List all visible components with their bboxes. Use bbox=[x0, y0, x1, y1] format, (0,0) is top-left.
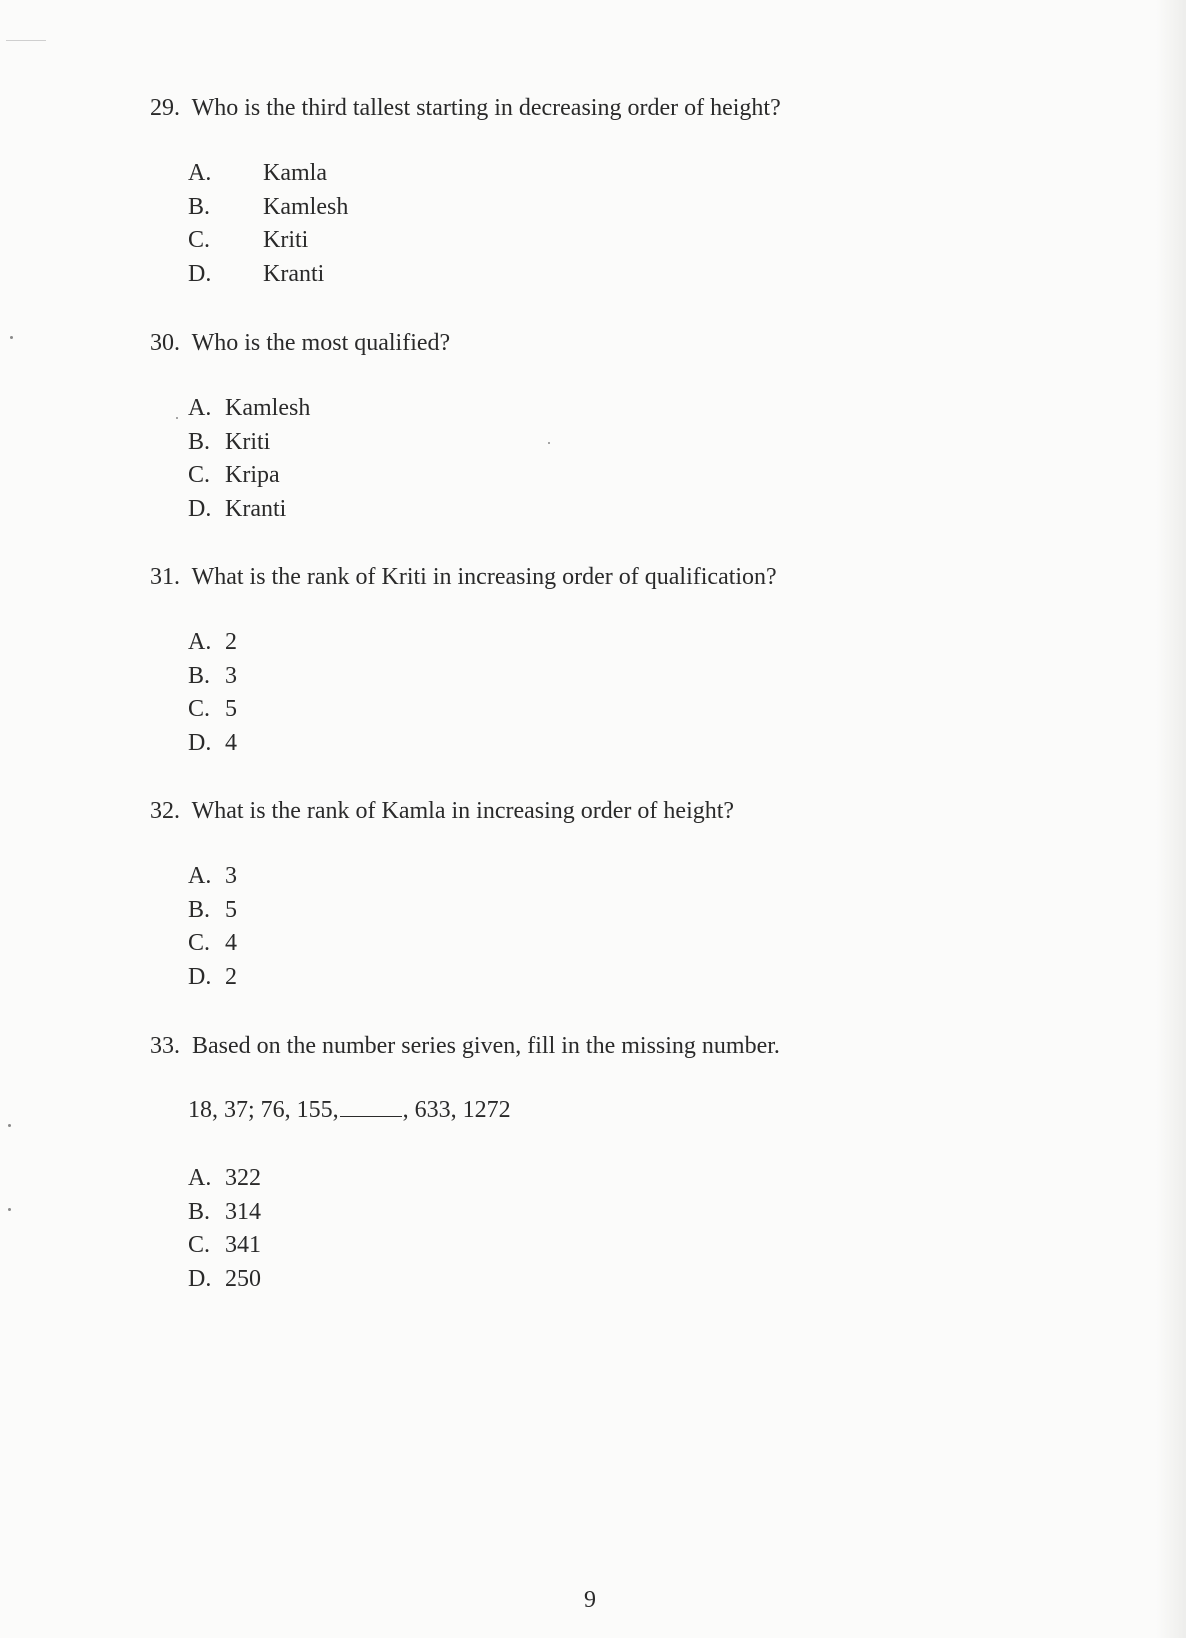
series-after: , 633, 1272 bbox=[402, 1097, 511, 1123]
option-text: Kripa bbox=[225, 462, 280, 488]
option-letter: A. bbox=[188, 395, 212, 421]
option-b bbox=[188, 660, 237, 694]
option-letter: A. bbox=[188, 160, 212, 186]
option-letter: B. bbox=[188, 428, 211, 455]
option-a bbox=[188, 860, 237, 894]
option-letter: B. bbox=[188, 896, 211, 923]
options-32 bbox=[188, 860, 237, 994]
option-letter: C. bbox=[188, 696, 211, 722]
option-text: Kranti bbox=[263, 260, 325, 287]
option-b bbox=[188, 426, 310, 460]
option-b bbox=[188, 1196, 261, 1230]
option-letter: A. bbox=[188, 1165, 212, 1191]
question-number: 32. bbox=[150, 798, 180, 824]
page-number: 9 bbox=[584, 1587, 596, 1613]
option-text: 3 bbox=[225, 863, 237, 889]
question-text: Based on the number series given, fill in the missing number. bbox=[192, 1033, 780, 1059]
option-text: Kamlesh bbox=[225, 395, 311, 421]
option-letter: D. bbox=[188, 1265, 212, 1292]
scan-speck bbox=[548, 442, 550, 444]
option-d bbox=[188, 1263, 261, 1297]
question-number: 29. bbox=[150, 95, 180, 121]
option-letter: D. bbox=[188, 495, 212, 522]
option-letter: D. bbox=[188, 963, 212, 990]
option-b bbox=[188, 894, 237, 928]
options-33 bbox=[188, 1162, 261, 1296]
option-letter: D. bbox=[188, 729, 212, 756]
options-30 bbox=[188, 392, 310, 526]
scan-speck bbox=[176, 417, 178, 419]
option-text: 314 bbox=[225, 1198, 261, 1225]
option-a bbox=[188, 1162, 261, 1196]
corner-mark bbox=[6, 40, 46, 41]
option-letter: B. bbox=[188, 662, 211, 689]
option-text: Kamla bbox=[263, 160, 327, 186]
question-number: 33. bbox=[150, 1033, 180, 1059]
option-a bbox=[188, 157, 348, 191]
options-31 bbox=[188, 626, 237, 760]
scan-edge bbox=[1156, 0, 1186, 1638]
series-before: 18, 37; 76, 155, bbox=[188, 1097, 339, 1123]
option-letter: C. bbox=[188, 227, 211, 253]
option-letter: A. bbox=[188, 863, 212, 889]
option-text: 2 bbox=[225, 963, 237, 990]
option-text: 341 bbox=[225, 1232, 261, 1258]
option-c bbox=[188, 459, 310, 493]
option-text: 5 bbox=[225, 696, 237, 722]
question-text: What is the rank of Kamla in increasing order of height? bbox=[191, 798, 735, 824]
option-letter: D. bbox=[188, 260, 212, 287]
option-text: 4 bbox=[225, 729, 237, 756]
option-c bbox=[188, 1229, 261, 1263]
option-text: Kriti bbox=[263, 227, 309, 253]
scan-speck bbox=[8, 1208, 11, 1211]
option-text: Kamlesh bbox=[263, 193, 349, 220]
option-d bbox=[188, 961, 237, 995]
option-a bbox=[188, 392, 310, 426]
option-letter: B. bbox=[188, 1198, 211, 1225]
option-letter: C. bbox=[188, 462, 211, 488]
number-series bbox=[188, 1096, 511, 1124]
options-29 bbox=[188, 157, 348, 291]
option-text: Kranti bbox=[225, 495, 287, 522]
question-text: What is the rank of Kriti in increasing order of qualification? bbox=[191, 564, 777, 590]
option-letter: B. bbox=[188, 193, 211, 220]
option-a bbox=[188, 626, 237, 660]
option-text: Kriti bbox=[225, 428, 271, 455]
option-text: 3 bbox=[225, 662, 237, 689]
option-text: 322 bbox=[225, 1165, 261, 1191]
option-text: 2 bbox=[225, 629, 237, 655]
scan-speck bbox=[10, 336, 13, 339]
question-number: 31. bbox=[150, 564, 180, 590]
question-33 bbox=[150, 1032, 780, 1060]
scan-speck bbox=[8, 1124, 11, 1127]
question-number: 30. bbox=[150, 330, 180, 356]
question-32 bbox=[150, 797, 734, 825]
option-d bbox=[188, 493, 310, 527]
question-text: Who is the third tallest starting in decreasing order of height? bbox=[191, 95, 781, 121]
question-29 bbox=[150, 94, 781, 122]
question-text: Who is the most qualified? bbox=[191, 330, 451, 356]
question-31 bbox=[150, 563, 777, 591]
option-letter: A. bbox=[188, 629, 212, 655]
option-d bbox=[188, 727, 237, 761]
option-letter: C. bbox=[188, 1232, 211, 1258]
option-letter: C. bbox=[188, 930, 211, 956]
question-30 bbox=[150, 329, 450, 357]
option-text: 5 bbox=[225, 896, 237, 923]
option-c bbox=[188, 224, 348, 258]
option-text: 250 bbox=[225, 1265, 261, 1292]
option-c bbox=[188, 693, 237, 727]
option-d bbox=[188, 258, 348, 292]
option-c bbox=[188, 927, 237, 961]
missing-number-blank bbox=[340, 1096, 402, 1117]
option-text: 4 bbox=[225, 930, 237, 956]
option-b bbox=[188, 191, 348, 225]
